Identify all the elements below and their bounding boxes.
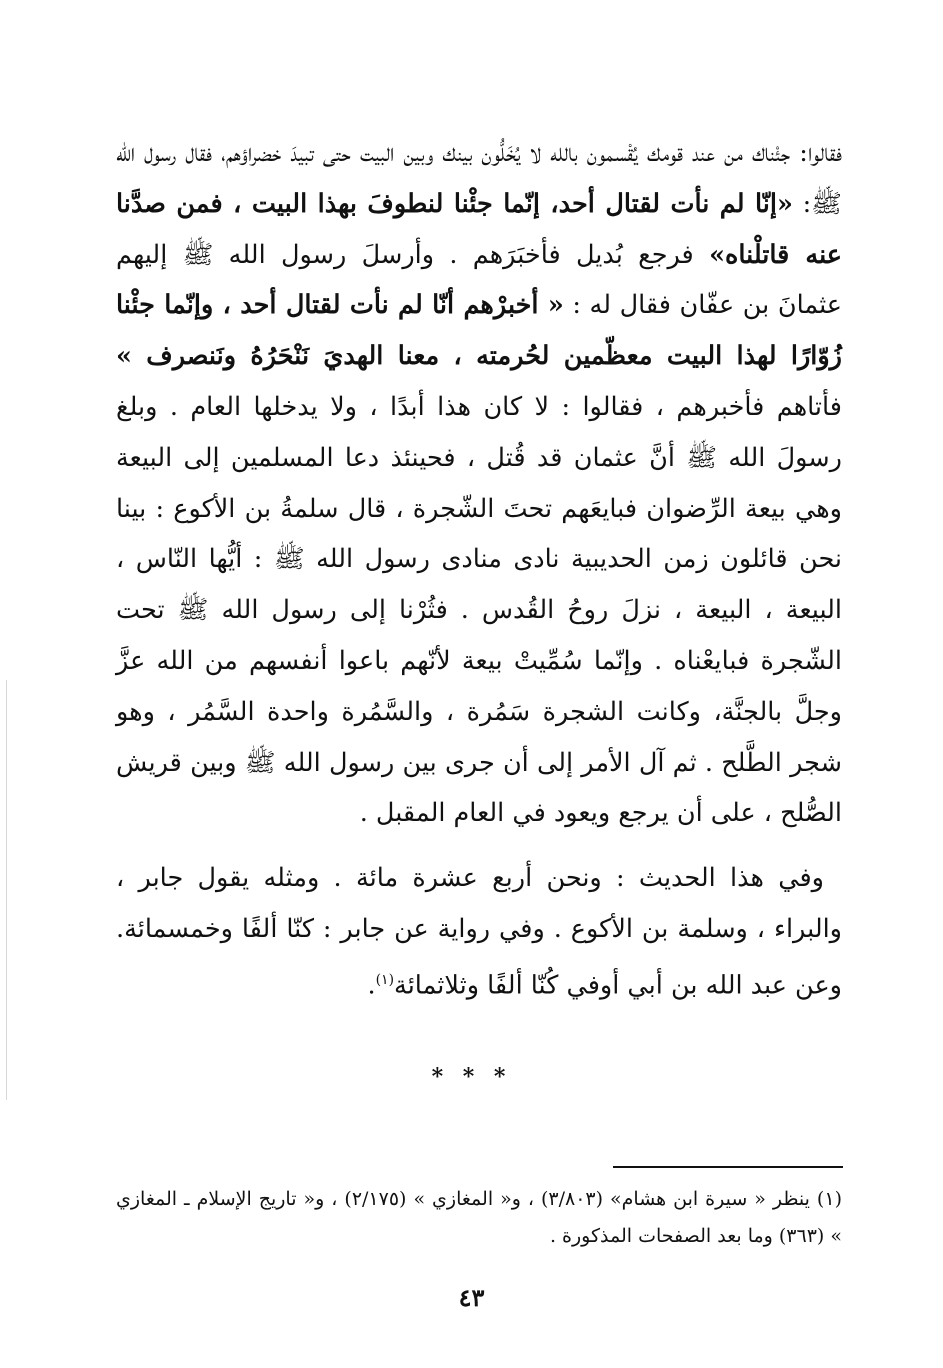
page-number: ٤٣	[458, 1283, 485, 1312]
section-separator: * * *	[431, 1064, 512, 1090]
paragraph-2	[116, 853, 842, 1011]
paragraph-1-part-3: فأتاهم فأخبرهم ، فقالوا : لا كان هذا أبدًا ، ولا يدخلها العام . وبلغ رسولَ الله ﷺ أنَّ عثمان قد قُتل ، فحينئذ دعا المسلمين إلى البيعة وهي بيعة الرِّضوان فبايعَهم تحتَ الشّجرة ، قال سلمةُ بن الأكوع : بينا نحن قائلون زمن الحديبية نادى منادى رسول الله ﷺ : أيُّها النّاس ، البيعة ، البيعة ، نزلَ روحُ القُدس . فثُرْنا إلى رسول الله ﷺ تحت الشّجرة فبايعْناه . وإنّما سُمِّيتْ بيعة لأنّهم باعوا أنفسهم من الله عزَّ وجلَّ بالجنَّة، وكانت الشجرة سَمُرة ، والسَّمُرة واحدة السَّمُر ، وهو شجر الطَّلح . ثم آل الأمر إلى أن جرى بين رسول الله ﷺ وبين قريش الصُّلح ، على أن يرجع ويعود في العام المقبل .	[116, 391, 842, 829]
paragraph-1	[116, 128, 842, 839]
footnote-divider	[613, 1166, 843, 1168]
main-text	[116, 128, 842, 1011]
paragraph-1-part-2: فرجع بُديل فأخبَرَهم . وأرسلَ رسول الله ﷺ إليهم عثمانَ بن عفّان فقال له :	[116, 239, 842, 321]
prophet-quote-1: «إنّا لم نأت لقتال أحد، إنّما جئْنا لنطوفَ بهذا البيت ، فمن صدَّنا عنه قاتلْناه»	[116, 188, 842, 270]
footnote: (١) ينظر « سيرة ابن هشام» (٣/٨٠٣) ، و« المغازي » (٢/١٧٥) ، و« تاريج الإسلام ـ المغازي » (٣٦٣) وما بعد الصفحات المذكورة .	[116, 1188, 842, 1247]
paragraph-2-text: وفي هذا الحديث : ونحن أربع عشرة مائة . ومثله يقول جابر ، والبراء ، وسلمة بن الأكوع . وفي رواية عن جابر : كنّا ألفًا وخمسمائة. وعن عبد الله بن أبي أوفي كُنّا ألفًا وثلاثمائة	[116, 863, 842, 1001]
scan-edge-line	[6, 680, 7, 1100]
paragraph-1-part-1: فقالوا: جئْناك من عند قومك يُقْسمون بالله لا يُخَلُّون بينك وبين البيت حتى تبيدَ خضراؤهم، فقال رسول الله ﷺ:	[116, 138, 842, 219]
footnote-reference: (١)	[375, 971, 395, 988]
prophet-quote-2: « أخبرْهم أنّا لم نأت لقتال أحد ، وإنّما جئْنا زُوّارًا لهذا البيت معظّمين لحُرمته ، معنا الهديَ نَنْحَرُهُ ونَنصرف »	[116, 290, 842, 372]
paragraph-2-end: .	[367, 970, 376, 1001]
